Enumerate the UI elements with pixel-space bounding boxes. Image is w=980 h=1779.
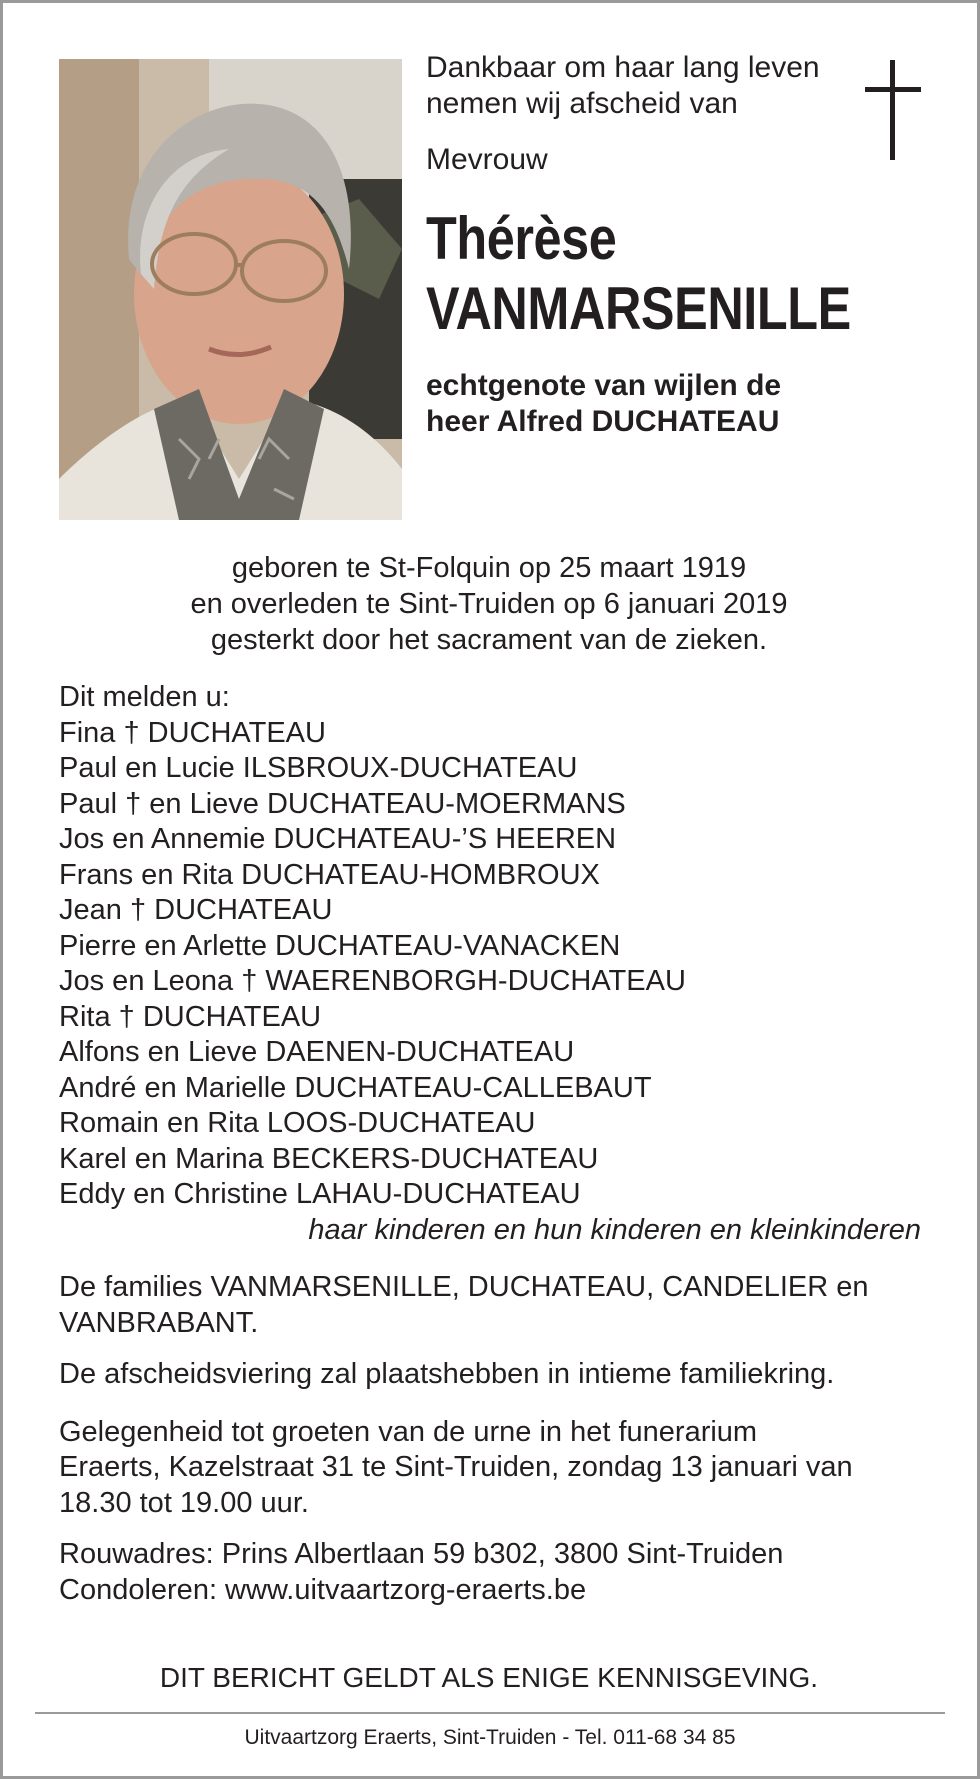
list-item: Pierre en Arlette DUCHATEAU-VANACKEN xyxy=(59,929,621,962)
spouse-line: echtgenote van wijlen de xyxy=(426,369,782,402)
honorific: Mevrouw xyxy=(426,143,548,176)
visitation-line: 18.30 tot 19.00 uur. xyxy=(59,1486,309,1519)
list-item: Paul † en Lieve DUCHATEAU-MOERMANS xyxy=(59,787,626,820)
list-item: Paul en Lucie ILSBROUX-DUCHATEAU xyxy=(59,752,578,784)
contact-info xyxy=(59,1537,919,1608)
list-item: Karel en Marina BECKERS-DUCHATEAU xyxy=(59,1142,599,1175)
cross-icon xyxy=(865,60,921,160)
mourning-address: Rouwadres: Prins Albertlaan 59 b302, 3800 Sint-Truiden xyxy=(59,1538,784,1570)
ceremony-text: De afscheidsviering zal plaatshebben in intieme familiekring. xyxy=(59,1358,835,1390)
list-item: Romain en Rita LOOS-DUCHATEAU xyxy=(59,1107,536,1139)
visitation-text xyxy=(59,1415,919,1522)
list-item: Jos en Leona † WAERENBORGH-DUCHATEAU xyxy=(59,965,686,997)
first-name: Thérèse xyxy=(426,205,617,272)
funeral-home-footer: Uitvaartzorg Eraerts, Sint-Truiden - Tel. 011-68 34 85 xyxy=(244,1726,736,1749)
list-item: Fina † DUCHATEAU xyxy=(59,716,326,749)
deceased-header xyxy=(426,50,851,440)
list-item: Eddy en Christine LAHAU-DUCHATEAU xyxy=(59,1178,581,1210)
birth-line: geboren te St-Folquin op 25 maart 1919 xyxy=(231,552,747,584)
intro-line: Dankbaar om haar lang leven xyxy=(426,51,820,84)
sacrament-line: gesterkt door het sacrament van de zieken. xyxy=(210,624,768,656)
announcers-intro: Dit melden u: xyxy=(59,681,230,713)
official-notice: DIT BERICHT GELDT ALS ENIGE KENNISGEVING. xyxy=(159,1662,819,1693)
list-item: Alfons en Lieve DAENEN-DUCHATEAU xyxy=(59,1036,575,1068)
death-line: en overleden te Sint-Truiden op 6 januari 2019 xyxy=(190,588,788,620)
birth-death-info xyxy=(59,550,919,658)
list-item: André en Marielle DUCHATEAU-CALLEBAUT xyxy=(59,1071,652,1104)
families-line: VANBRABANT. xyxy=(59,1306,259,1339)
list-item: Frans en Rita DUCHATEAU-HOMBROUX xyxy=(59,858,600,891)
last-name: VANMARSENILLE xyxy=(426,275,851,342)
spouse-line: heer Alfred DUCHATEAU xyxy=(426,405,780,438)
visitation-line: Gelegenheid tot groeten van de urne in het funerarium xyxy=(59,1415,758,1448)
announcement-body xyxy=(59,680,919,1608)
intro-line: nemen wij afscheid van xyxy=(426,87,738,120)
list-item: Jean † DUCHATEAU xyxy=(59,894,333,926)
intro-text xyxy=(426,50,846,122)
visitation-line: Eraerts, Kazelstraat 31 te Sint-Truiden, zondag 13 januari van xyxy=(59,1451,853,1483)
condolences-website[interactable]: Condoleren: www.uitvaartzorg-eraerts.be xyxy=(59,1573,587,1606)
spouse-info xyxy=(426,368,846,440)
list-item: Rita † DUCHATEAU xyxy=(59,1000,322,1033)
divider xyxy=(35,1712,945,1714)
list-item: Jos en Annemie DUCHATEAU-’S HEEREN xyxy=(59,823,617,855)
families-line: De families VANMARSENILLE, DUCHATEAU, CANDELIER en xyxy=(59,1271,869,1303)
families-text xyxy=(59,1270,919,1341)
children-list xyxy=(59,716,919,1213)
portrait-photo xyxy=(59,59,402,520)
grandchildren-line: haar kinderen en hun kinderen en kleinkinderen xyxy=(308,1213,921,1246)
